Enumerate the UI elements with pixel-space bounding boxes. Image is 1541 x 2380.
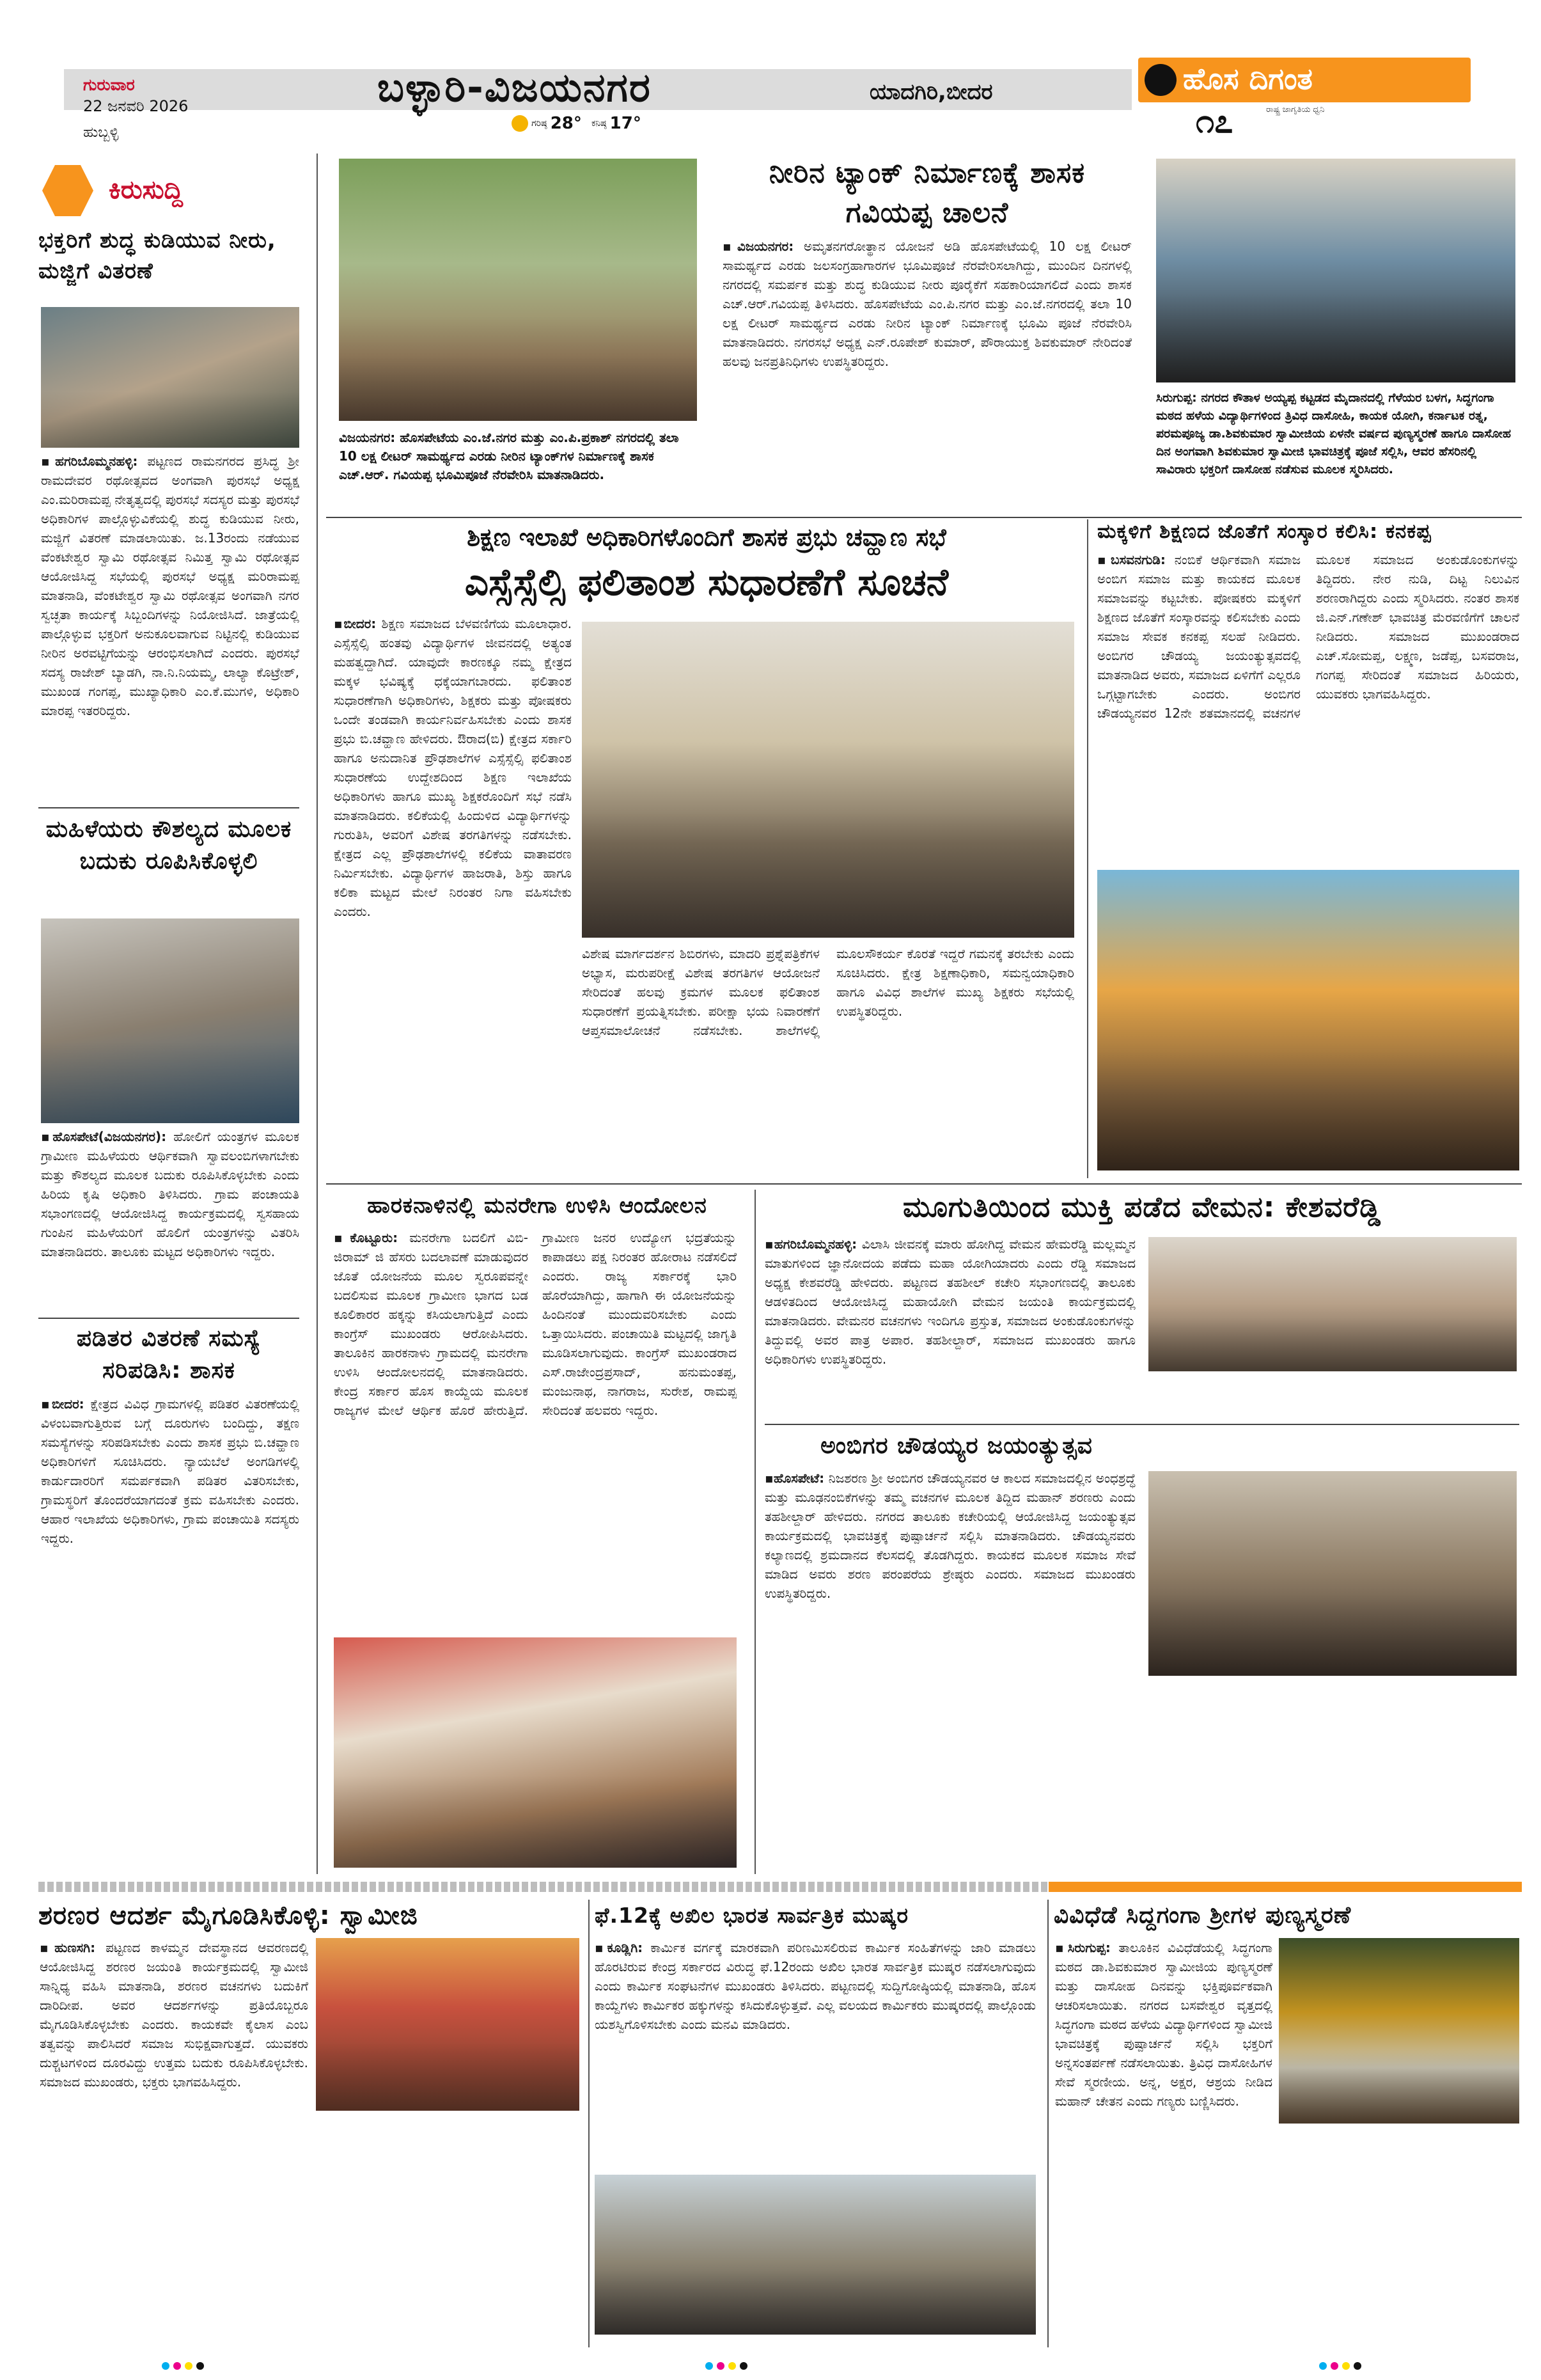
a10-dateline: ▪ಹುಣಸಗಿ: xyxy=(40,1940,96,1955)
a7-text-2: ರಾಜ್ಯ ಸರ್ಕಾರಕ್ಕೆ ಭಾರಿ ಹೊರೆಯಾಗಿದ್ದು, ಹಾಗಾಗಿ ಈ ಯೋಜನೆಯನ್ನು ಹಿಂದಿನಂತೆ ಮುಂದುವರಿಸಬೇಕು ಎಂದು ಒತ್ತಾಯಿಸಿದರು. ಪಂಚಾಯಿತಿ ಮಟ್ಟದಲ್ಲಿ ಜಾಗೃತಿ ಮೂಡಿಸಲಾಗುವುದು. ಕಾಂಗ್ರೆಸ್ ಮುಖಂಡರಾದ ಎಸ್.ರಾಜೇಂದ್ರಪ್ರಸಾದ್, ಹನುಮಂತಪ್ಪ, ಮಂಜುನಾಥ, ನಾಗರಾಜ, ಸುರೇಶ, ರಾಮಪ್ಪ ಸೇರಿದಂತೆ ಹಲವರು ಇದ್ದರು. xyxy=(542,1268,737,1418)
issue-date: 22 ಜನವರಿ 2026 xyxy=(83,97,189,115)
a6-body xyxy=(1097,550,1519,863)
a7-body xyxy=(334,1228,737,1631)
a10-text: ಪಟ್ಟಣದ ಕಾಳಮ್ಮನ ದೇವಸ್ಥಾನದ ಆವರಣದಲ್ಲಿ ಆಯೋಜಿಸಿದ್ದ ಶರಣರ ಜಯಂತಿ ಕಾರ್ಯಕ್ರಮದಲ್ಲಿ ಸ್ವಾಮೀಜಿ ಸಾನ್ನಿಧ್ಯ ವಹಿಸಿ ಮಾತನಾಡಿ, ಶರಣರ ವಚನಗಳು ಬದುಕಿಗೆ ದಾರಿದೀಪ. ಅವರ ಆದರ್ಶಗಳನ್ನು ಪ್ರತಿಯೊಬ್ಬರೂ ಮೈಗೂಡಿಸಿಕೊಳ್ಳಬೇಕು ಎಂದರು. ಕಾಯಕವೇ ಕೈಲಾಸ ಎಂಬ ತತ್ವವನ್ನು ಪಾಲಿಸಿದರೆ ಸಮಾಜ ಸುಭಿಕ್ಷವಾಗುತ್ತದೆ. ಯುವಕರು ದುಶ್ಚಟಗಳಿಂದ ದೂರವಿದ್ದು ಉತ್ತಮ ಬದುಕು ರೂಪಿಸಿಕೊಳ್ಳಬೇಕು. ಸಮಾಜದ ಮುಖಂಡರು, ಭಕ್ತರು ಭಾಗವಹಿಸಿದ್ದರು. xyxy=(40,1940,308,2090)
a10-photo xyxy=(316,1938,579,2111)
a1-body xyxy=(41,452,299,808)
a3-title: ಪಡಿತರ ವಿತರಣೆ ಸಮಸ್ಯೆ ಸರಿಪಡಿಸಿ: ಶಾಸಕ xyxy=(76,1325,262,1383)
min-temp: 17° xyxy=(609,114,641,133)
a8-body-2 xyxy=(1148,1375,1517,1420)
page-number: ೧೭ xyxy=(1196,102,1233,141)
column-rule xyxy=(317,154,318,1874)
date-block xyxy=(83,75,275,146)
a3-body xyxy=(41,1394,299,1868)
paper-logo xyxy=(1138,51,1496,147)
lamp-icon xyxy=(1145,64,1177,96)
weather xyxy=(512,114,703,143)
lead-dateline: ▪ಬೀದರ: xyxy=(334,616,377,631)
a6-text: ನಂಬಿಕೆ ಆರ್ಥಿಕವಾಗಿ ಸಮಾಜ ಅಂಬಿಗ ಸಮಾಜ ಮತ್ತು ಕಾಯಕದ ಮೂಲಕ ಸಮಾಜವನ್ನು ಕಟ್ಟಬೇಕು. ಪೋಷಕರು ಮಕ್ಕಳಿಗೆ ಶಿಕ್ಷಣದ ಜೊತೆಗೆ ಸಂಸ್ಕಾರವನ್ನು ಕಲಿಸಬೇಕು ಎಂದು ಸಮಾಜ ಸೇವಕ ಕನಕಪ್ಪ ಸಲಹೆ ನೀಡಿದರು. ಅಂಬಿಗರ ಚೌಡಯ್ಯ ಜಯಂತ್ಯುತ್ಸವದಲ್ಲಿ ಮಾತನಾಡಿದ ಅವರು, ಸಮಾಜದ ಏಳಿಗೆಗೆ ಎಲ್ಲರೂ ಒಗ್ಗಟ್ಟಾಗಬೇಕು ಎಂದರು. ಅಂಬಿಗರ ಚೌಡಯ್ಯನವರ 12ನೇ ಶತಮಾನದಲ್ಲಿ ವಚನಗಳ ಮೂಲಕ ಸಮಾಜದ ಅಂಕುಡೊಂಕುಗಳನ್ನು ತಿದ್ದಿದರು. ನೇರ ನುಡಿ, ದಿಟ್ಟ ನಿಲುವಿನ ಶರಣರಾಗಿದ್ದರು ಎಂದು ಸ್ಮರಿಸಿದರು. ನಂತರ ಶಾಸಕ ಜಿ.ಎನ್.ಗಣೇಶ್ ಭಾವಚಿತ್ರ ಮೆರವಣಿಗೆಗೆ ಚಾಲನೆ ನೀಡಿದರು. ಸಮಾಜದ ಮುಖಂಡರಾದ ಎಚ್.ಸೋಮಪ್ಪ, ಲಕ್ಷ್ಮಣ, ಜಡೆಪ್ಪ, ಬಸವರಾಜ, ಗಂಗಪ್ಪ ಸೇರಿದಂತೆ ಸಮಾಜದ ಹಿರಿಯರು, ಯುವಕರು ಭಾಗವಹಿಸಿದ್ದರು. xyxy=(1097,552,1519,721)
a8-dateline: ▪ಹಗರಿಬೊಮ್ಮನಹಳ್ಳಿ: xyxy=(765,1236,857,1252)
yellow-dot xyxy=(185,2362,192,2370)
a11-text: ಕಾರ್ಮಿಕ ವರ್ಗಕ್ಕೆ ಮಾರಕವಾಗಿ ಪರಿಣಮಿಸಲಿರುವ ಕಾರ್ಮಿಕ ಸಂಹಿತೆಗಳನ್ನು ಜಾರಿ ಮಾಡಲು ಹೊರಟಿರುವ ಕೇಂದ್ರ ಸರ್ಕಾರದ ವಿರುದ್ಧ ಫೆ.12ರಂದು ಅಖಿಲ ಭಾರತ ಸಾರ್ವತ್ರಿಕ ಮುಷ್ಕರ ನಡೆಸಲಾಗುವುದು ಎಂದು ಕಾರ್ಮಿಕ ಸಂಘಟನೆಗಳ ಮುಖಂಡರು ತಿಳಿಸಿದರು. ಪಟ್ಟಣದಲ್ಲಿ ಸುದ್ದಿಗೋಷ್ಠಿಯಲ್ಲಿ ಮಾತನಾಡಿ, ಹೊಸ ಕಾಯ್ದೆಗಳು ಕಾರ್ಮಿಕರ ಹಕ್ಕುಗಳನ್ನು ಕಸಿದುಕೊಳ್ಳುತ್ತವೆ. ಎಲ್ಲ ವಲಯದ ಕಾರ್ಮಿಕರು ಮುಷ್ಕರದಲ್ಲಿ ಪಾಲ್ಗೊಂಡು ಯಶಸ್ವಿಗೊಳಿಸಬೇಕು ಎಂದು ಮನವಿ ಮಾಡಿದರು. xyxy=(595,1940,1036,2032)
a3-dateline: ▪ಬೀದರ: xyxy=(41,1396,84,1412)
a7-title: ಹಾರಕನಾಳಿನಲ್ಲಿ ಮನರೇಗಾ ಉಳಿಸಿ ಆಂದೋಲನ xyxy=(367,1193,707,1218)
lead-title: ಎಸ್ಸೆಸ್ಸೆಲ್ಸಿ ಫಲಿತಾಂಶ ಸುಧಾರಣೆಗೆ ಸೂಚನೆ xyxy=(464,560,949,604)
a4-dateline: ▪ವಿಜಯನಗರ: xyxy=(723,239,794,254)
a10-title: ಶರಣರ ಆದರ್ಶ ಮೈಗೂಡಿಸಿಕೊಳ್ಳಿ: ಸ್ವಾಮೀಜಿ xyxy=(38,1901,418,1930)
a6-photo xyxy=(1097,870,1519,1170)
a11-title: ಫೆ.12ಕ್ಕೆ ಅಖಿಲ ಭಾರತ ಸಾರ್ವತ್ರಿಕ ಮುಷ್ಕರ xyxy=(595,1903,909,1928)
section-subtitle: ಯಾದಗಿರಿ,ಬೀದರ xyxy=(870,79,993,105)
registration-marks-center xyxy=(703,2360,806,2373)
a11-photo xyxy=(595,2175,1036,2335)
a4-caption: ವಿಜಯನಗರ: ಹೊಸಪೇಟೆಯ ಎಂ.ಜೆ.ನಗರ ಮತ್ತು ಎಂ.ಪಿ.ಪ್ರಕಾಶ್ ನಗರದಲ್ಲಿ ತಲಾ 10 ಲಕ್ಷ ಲೀಟರ್ ಸಾಮರ್ಥ್ಯದ ಎರಡು ನೀರಿನ ಟ್ಯಾಂಕ್‌ಗಳ ನಿರ್ಮಾಣಕ್ಕೆ ಶಾಸಕ ಎಚ್.ಆರ್. ಗವಿಯಪ್ಪ ಭೂಮಿಪೂಜೆ ನೆರವೇರಿಸಿ ಮಾತನಾಡಿದರು. xyxy=(339,430,679,482)
a3-text: ಕ್ಷೇತ್ರದ ವಿವಿಧ ಗ್ರಾಮಗಳಲ್ಲಿ ಪಡಿತರ ವಿತರಣೆಯಲ್ಲಿ ವಿಳಂಬವಾಗುತ್ತಿರುವ ಬಗ್ಗೆ ದೂರುಗಳು ಬಂದಿದ್ದು, ತಕ್ಷಣ ಸಮಸ್ಯೆಗಳನ್ನು ಸರಿಪಡಿಸಬೇಕು ಎಂದು ಶಾಸಕ ಪ್ರಭು ಬಿ.ಚವ್ಹಾಣ ಅಧಿಕಾರಿಗಳಿಗೆ ಸೂಚಿಸಿದರು. ನ್ಯಾಯಬೆಲೆ ಅಂಗಡಿಗಳಲ್ಲಿ ಕಾರ್ಡುದಾರರಿಗೆ ಸಮರ್ಪಕವಾಗಿ ಪಡಿತರ ವಿತರಿಸಬೇಕು, ಗ್ರಾಮಸ್ಥರಿಗೆ ತೊಂದರೆಯಾಗದಂತೆ ಕ್ರಮ ವಹಿಸಬೇಕು ಎಂದರು. ಆಹಾರ ಇಲಾಖೆಯ ಅಧಿಕಾರಿಗಳು, ಗ್ರಾಮ ಪಂಚಾಯಿತಿ ಸದಸ್ಯರು ಇದ್ದರು. xyxy=(41,1396,299,1546)
a6-title: ಮಕ್ಕಳಿಗೆ ಶಿಕ್ಷಣದ ಜೊತೆಗೆ ಸಂಸ್ಕಾರ ಕಲಿಸಿ: ಕನಕಪ್ಪ xyxy=(1097,520,1432,543)
a4-title: ನೀರಿನ ಟ್ಯಾಂಕ್ ನಿರ್ಮಾಣಕ್ಕೆ ಶಾಸಕ ಗವಿಯಪ್ಪ ಚಾಲನೆ xyxy=(769,157,1086,229)
a2-text: ಹೋಲಿಗೆ ಯಂತ್ರಗಳ ಮೂಲಕ ಗ್ರಾಮೀಣ ಮಹಿಳೆಯರು ಆರ್ಥಿಕವಾಗಿ ಸ್ವಾವಲಂಬಿಗಳಾಗಬೇಕು ಮತ್ತು ಕೌಶಲ್ಯದ ಮೂಲಕ ಬದುಕು ರೂಪಿಸಿಕೊಳ್ಳಬೇಕು ಎಂದು ಹಿರಿಯ ಕೃಷಿ ಅಧಿಕಾರಿ ತಿಳಿಸಿದರು. ಗ್ರಾಮ ಪಂಚಾಯತಿ ಸಭಾಂಗಣದಲ್ಲಿ ಆಯೋಜಿಸಿದ್ದ ಕಾರ್ಯಕ್ರಮದಲ್ಲಿ ಸ್ವಸಹಾಯ ಗುಂಪಿನ ಮಹಿಳೆಯರಿಗೆ ಹೊಲಿಗೆ ಯಂತ್ರಗಳನ್ನು ವಿತರಿಸಿ ಮಾತನಾಡಿದರು. ತಾಲೂಕು ಮಟ್ಟದ ಅಧಿಕಾರಿಗಳು ಇದ್ದರು. xyxy=(41,1129,299,1259)
a8-body-1 xyxy=(765,1234,1136,1420)
a8-photo xyxy=(1148,1237,1517,1371)
a12-title: ವಿವಿಧೆಡೆ ಸಿದ್ದಗಂಗಾ ಶ್ರೀಗಳ ಪುಣ್ಯಸ್ಮರಣೆ xyxy=(1054,1902,1352,1928)
lead-text-1: ಶಿಕ್ಷಣ ಸಮಾಜದ ಬೆಳವಣಿಗೆಯ ಮೂಲಾಧಾರ. ಎಸ್ಸೆಸ್ಸೆಲ್ಸಿ ಹಂತವು ವಿದ್ಯಾರ್ಥಿಗಳ ಜೀವನದಲ್ಲಿ ಅತ್ಯಂತ ಮಹತ್ವದ್ದಾಗಿದೆ. ಯಾವುದೇ ಕಾರಣಕ್ಕೂ ನಮ್ಮ ಕ್ಷೇತ್ರದ ಮಕ್ಕಳ ಭವಿಷ್ಯಕ್ಕೆ ಧಕ್ಕೆಯಾಗಬಾರದು. ಫಲಿತಾಂಶ ಸುಧಾರಣೆಗಾಗಿ ಅಧಿಕಾರಿಗಳು, ಶಿಕ್ಷಕರು ಮತ್ತು ಪೋಷಕರು ಒಂದೇ ತಂಡವಾಗಿ ಕಾರ್ಯನಿರ್ವಹಿಸಬೇಕು ಎಂದು ಶಾಸಕ ಪ್ರಭು ಬಿ.ಚವ್ಹಾಣ ಹೇಳಿದರು. ಔರಾದ(ಬಿ) ಕ್ಷೇತ್ರದ ಸರ್ಕಾರಿ ಹಾಗೂ ಅನುದಾನಿತ ಪ್ರೌಢಶಾಲೆಗಳ ಎಸ್ಸೆಸ್ಸೆಲ್ಸಿ ಫಲಿತಾಂಶ ಸುಧಾರಣೆಯ ಉದ್ದೇಶದಿಂದ ಶಿಕ್ಷಣ ಇಲಾಖೆಯ ಅಧಿಕಾರಿಗಳು ಹಾಗೂ ಮುಖ್ಯ ಶಿಕ್ಷಕರೊಂದಿಗೆ ಸಭೆ ನಡೆಸಿ ಮಾತನಾಡಿದರು. ಕಲಿಕೆಯಲ್ಲಿ ಹಿಂದುಳಿದ ವಿದ್ಯಾರ್ಥಿಗಳನ್ನು ಗುರುತಿಸಿ, ಅವರಿಗೆ ವಿಶೇಷ ತರಗತಿಗಳನ್ನು ನಡೆಸಬೇಕು. ಕ್ಷೇತ್ರದ ಎಲ್ಲ ಪ್ರೌಢಶಾಲೆಗಳಲ್ಲಿ ಕಲಿಕೆಯ ವಾತಾವರಣ ನಿರ್ಮಿಸಬೇಕು. ವಿದ್ಯಾರ್ಥಿಗಳ ಹಾಜರಾತಿ, ಶಿಸ್ತು ಹಾಗೂ ಕಲಿಕಾ ಮಟ್ಟದ ಮೇಲೆ ನಿರಂತರ ನಿಗಾ ವಹಿಸಬೇಕು ಎಂದರು. xyxy=(334,616,572,919)
registration-marks-right xyxy=(1317,2360,1407,2373)
a5-photo xyxy=(1156,159,1515,382)
hand-icon xyxy=(42,165,93,216)
lead-text-2: ವಿಶೇಷ ಮಾರ್ಗದರ್ಶನ ಶಿಬಿರಗಳು, ಮಾದರಿ ಪ್ರಶ್ನೆಪತ್ರಿಕೆಗಳ ಅಭ್ಯಾಸ, ಮರುಪರೀಕ್ಷೆ ವಿಶೇಷ ತರಗತಿಗಳ ಆಯೋಜನೆ ಸೇರಿದಂತೆ ಹಲವು ಕ್ರಮಗಳ ಮೂಲಕ ಫಲಿತಾಂಶ ಸುಧಾರಣೆಗೆ ಪ್ರಯತ್ನಿಸಬೇಕು. ಪರೀಕ್ಷಾ ಭಯ ನಿವಾರಣೆಗೆ ಆಪ್ತಸಮಾಲೋಚನೆ ನಡೆಸಬೇಕು. ಶಾಲೆಗಳಲ್ಲಿ ಮೂಲಸೌಕರ್ಯ ಕೊರತೆ ಇದ್ದರೆ ಗಮನಕ್ಕೆ ತರಬೇಕು ಎಂದು ಸೂಚಿಸಿದರು. ಕ್ಷೇತ್ರ ಶಿಕ್ಷಣಾಧಿಕಾರಿ, ಸಮನ್ವಯಾಧಿಕಾರಿ ಹಾಗೂ ವಿವಿಧ ಶಾಲೆಗಳ ಮುಖ್ಯ ಶಿಕ್ಷಕರು ಸಭೆಯಲ್ಲಿ ಉಪಸ್ಥಿತರಿದ್ದರು. xyxy=(582,946,1074,1038)
tagline: ರಾಷ್ಟ್ರ ಜಾಗೃತಿಯ ಧ್ವನಿ xyxy=(1266,105,1325,114)
divider xyxy=(326,1183,1522,1185)
a12-photo xyxy=(1279,1938,1519,2124)
yellow-dot xyxy=(1342,2362,1350,2370)
a12-text: ತಾಲೂಕಿನ ವಿವಿಧೆಡೆಯಲ್ಲಿ ಸಿದ್ಧಗಂಗಾ ಮಠದ ಡಾ.ಶಿವಕುಮಾರ ಸ್ವಾಮೀಜಿಯ ಪುಣ್ಯಸ್ಮರಣೆ ಮತ್ತು ದಾಸೋಹ ದಿನವನ್ನು ಭಕ್ತಿಪೂರ್ವಕವಾಗಿ ಆಚರಿಸಲಾಯಿತು. ನಗರದ ಬಸವೇಶ್ವರ ವೃತ್ತದಲ್ಲಿ ಸಿದ್ಧಗಂಗಾ ಮಠದ ಹಳೆಯ ವಿದ್ಯಾರ್ಥಿಗಳಿಂದ ಸ್ವಾಮೀಜಿ ಭಾವಚಿತ್ರಕ್ಕೆ ಪುಷ್ಪಾರ್ಚನೆ ಸಲ್ಲಿಸಿ ಭಕ್ತರಿಗೆ ಅನ್ನಸಂತರ್ಪಣೆ ನಡೆಸಲಾಯಿತು. ತ್ರಿವಿಧ ದಾಸೋಹಿಗಳ ಸೇವೆ ಸ್ಮರಣೀಯ. ಅನ್ನ, ಅಕ್ಷರ, ಆಶ್ರಯ ನೀಡಿದ ಮಹಾನ್ ಚೇತನ ಎಂದು ಗಣ್ಯರು ಬಣ್ಣಿಸಿದರು. xyxy=(1055,1940,1272,2109)
a10-body xyxy=(40,1938,308,2335)
a5-caption: ಸಿರುಗುಪ್ಪ: ನಗರದ ಕೌತಾಳ ಅಯ್ಯಪ್ಪ ಕಟ್ಟಡದ ಮೈದಾನದಲ್ಲಿ ಗೆಳೆಯರ ಬಳಗ, ಸಿದ್ಧಗಂಗಾ ಮಠದ ಹಳೆಯ ವಿದ್ಯಾರ್ಥಿಗಳಿಂದ ತ್ರಿವಿಧ ದಾಸೋಹಿ, ಕಾಯಕ ಯೋಗಿ, ಕರ್ನಾಟಕ ರತ್ನ, ಪರಮಪೂಜ್ಯ ಡಾ.ಶಿವಕುಮಾರ ಸ್ವಾಮೀಜಿಯ ಏಳನೇ ವರ್ಷದ ಪುಣ್ಯಸ್ಮರಣೆ ಹಾಗೂ ದಾಸೋಹ ದಿನ ಅಂಗವಾಗಿ ಶಿವಕುಮಾರ ಸ್ವಾಮೀಜಿ ಭಾವಚಿತ್ರಕ್ಕೆ ಪೂಜೆ ಸಲ್ಲಿಸಿ, ಆವರ ಹೆಸರಿನಲ್ಲಿ ಸಾವಿರಾರು ಭಕ್ತರಿಗೆ ದಾಸೋಹ ನಡೆಸುವ ಮೂಲಕ ಸ್ಮರಿಸಿದರು. xyxy=(1156,391,1512,477)
a4-text: ಅಮೃತನಗರೋತ್ಥಾನ ಯೋಜನೆ ಅಡಿ ಹೊಸಪೇಟೆಯಲ್ಲಿ 10 ಲಕ್ಷ ಲೀಟರ್ ಸಾಮರ್ಥ್ಯದ ಎರಡು ಜಲಸಂಗ್ರಹಾಗಾರಗಳ ಭೂಮಿಪೂಜೆ ನೆರವೇರಿಸಲಾಗಿದ್ದು, ಮುಂದಿನ ದಿನಗಳಲ್ಲಿ ನಗರದಲ್ಲಿ ಸಮರ್ಪಕ ಮತ್ತು ಶುದ್ಧ ಕುಡಿಯುವ ನೀರು ಪೂರೈಕೆಗೆ ಸಹಕಾರಿಯಾಗಲಿದೆ ಎಂದು ಶಾಸಕ ಎಚ್.ಆರ್.ಗವಿಯಪ್ಪ ತಿಳಿಸಿದರು. ಹೊಸಪೇಟೆಯ ಎಂ.ಪಿ.ನಗರ ಮತ್ತು ಎಂ.ಜೆ.ನಗರದಲ್ಲಿ ತಲಾ 10 ಲಕ್ಷ ಲೀಟರ್ ಸಾಮರ್ಥ್ಯದ ಎರಡು ನೀರಿನ ಟ್ಯಾಂಕ್ ನಿರ್ಮಾಣಕ್ಕೆ ಭೂಮಿ ಪೂಜೆ ನೆರವೇರಿಸಿ ಮಾತನಾಡಿದರು. ನಗರಸಭೆ ಅಧ್ಯಕ್ಷ ಎನ್.ರೂಪೇಶ್ ಕುಮಾರ್, ಪೌರಾಯುಕ್ತ ಶಿವಕುಮಾರ್ ನೇರಿದಂತೆ ಹಲವು ಜನಪ್ರತಿನಿಧಿಗಳು ಉಪಸ್ಥಿತರಿದ್ದರು. xyxy=(723,239,1132,369)
column-rule xyxy=(1047,1900,1049,2347)
a12-body xyxy=(1055,1938,1272,2335)
band-grey-left xyxy=(38,1882,1049,1892)
a9-dateline: ▪ಹೊಸಪೇಟೆ: xyxy=(765,1470,825,1486)
a1-title: ಭಕ್ತರಿಗೆ ಶುದ್ಧ ಕುಡಿಯುವ ನೀರು, ಮಜ್ಜಿಗೆ ವಿತರಣೆ xyxy=(38,228,276,284)
cyan-dot xyxy=(705,2362,713,2370)
a1-text: ಪಟ್ಟಣದ ರಾಮನಗರದ ಪ್ರಸಿದ್ಧ ಶ್ರೀ ರಾಮದೇವರ ರಥೋತ್ಸವದ ಅಂಗವಾಗಿ ಪುರಸಭೆ ಅಧ್ಯಕ್ಷ ಎಂ.ಮರಿರಾಮಪ್ಪ ನೇತೃತ್ವದಲ್ಲಿ ಪುರಸಭೆ ಸದಸ್ಯರ ಮತ್ತು ಪುರಸಭೆ ಅಧಿಕಾರಿಗಳ ಪಾಲ್ಗೊಳ್ಳುವಿಕೆಯಲ್ಲಿ ಶುದ್ಧ ಕುಡಿಯುವ ನೀರು, ಮಜ್ಜಿಗೆ ವಿತರಣೆ ಮಾಡಲಾಯಿತು. ಜ.13ರಂದು ನಡೆಯುವ ವೆಂಕಟೇಶ್ವರ ಸ್ವಾಮಿ ರಥೋತ್ಸವ ನಿಮಿತ್ತ ಸ್ವಾಮಿ ರಥೋತ್ಸವ ಆಯೋಜಿಸಿದ್ದ ಸಭೆಯಲ್ಲಿ ಪುರಸಭೆ ಅಧ್ಯಕ್ಷ ಮರಿರಾಮಪ್ಪ ಮಾತನಾಡಿ, ವೆಂಕಟೇಶ್ವರ ಸ್ವಾಮಿ ರಥೋತ್ಸವ ಅಂಗವಾಗಿ ನಗರ ಸ್ವಚ್ಛತಾ ಕಾರ್ಯಕ್ಕೆ ಸಿಬ್ಬಂದಿಗಳನ್ನು ನಿಯೋಜಿಸಿದೆ. ಜಾತ್ರೆಯಲ್ಲಿ ಪಾಲ್ಗೊಳ್ಳುವ ಭಕ್ತರಿಗೆ ಅನುಕೂಲವಾಗುವ ನಿಟ್ಟಿನಲ್ಲಿ ಕುಡಿಯುವ ನೀರಿನ ಅರವಟ್ಟಿಗೆಯನ್ನು ಆರಂಭಿಸಲಾಗಿದೆ ಎಂದರು. ಪುರಸಭೆ ಸದಸ್ಯ ರಾಜೇಶ್ ಬ್ಯಾಡಗಿ, ನಾ.ನಿ.ನಿಯಮ್ಮ, ಲಾಲ್ಯಾ ಕೊಟ್ರೇಶ್, ಮುಖಂಡ ಗಂಗಪ್ಪ, ಮುಖ್ಯಾಧಿಕಾರಿ ಎಂ.ಕೆ.ಮುಗಳಿ, ಅಧಿಕಾರಿ ಮಾರಪ್ಪ ಇತರರಿದ್ದರು. xyxy=(41,453,299,718)
a1-photo xyxy=(41,307,299,448)
a10-body-2 xyxy=(316,2117,579,2335)
sun-cloud-icon xyxy=(512,115,528,132)
column-rule xyxy=(755,1190,756,1874)
weekday: ಗುರುವಾರ xyxy=(83,75,135,94)
a11-dateline: ▪ಕೂಡ್ಲಿಗಿ: xyxy=(595,1940,643,1955)
a4-body xyxy=(723,237,1132,512)
lead-kicker: ಶಿಕ್ಷಣ ಇಲಾಖೆ ಅಧಿಕಾರಿಗಳೊಂದಿಗೆ ಶಾಸಕ ಪ್ರಭು ಚವ್ಹಾಣ ಸಭೆ xyxy=(467,523,946,551)
lead-photo xyxy=(582,622,1074,938)
a2-body xyxy=(41,1127,299,1312)
a9-photo xyxy=(1148,1471,1517,1676)
lead-body-1 xyxy=(334,614,572,1164)
a2-dateline: ▪ಹೊಸಪೇಟೆ(ವಿಜಯನಗರ): xyxy=(41,1129,167,1144)
yellow-dot xyxy=(728,2362,736,2370)
a8-text: ವಿಲಾಸಿ ಜೀವನಕ್ಕೆ ಮಾರು ಹೋಗಿದ್ದ ವೇಮನ ಹೇಮರೆಡ್ಡಿ ಮಲ್ಲಮ್ಮನ ಮಾತುಗಳಿಂದ ಜ್ಞಾನೋದಯ ಪಡೆದು ಮಹಾ ಯೋಗಿಯಾದರು ಎಂದು ರೆಡ್ಡಿ ಸಮಾಜದ ಅಧ್ಯಕ್ಷ ಕೇಶವರೆಡ್ಡಿ ಹೇಳಿದರು. ಪಟ್ಟಣದ ತಹಶೀಲ್ ಕಚೇರಿ ಸಭಾಂಗಣದಲ್ಲಿ ತಾಲೂಕು ಆಡಳಿತದಿಂದ ಆಯೋಜಿಸಿದ್ದ ಮಹಾಯೋಗಿ ವೇಮನ ಜಯಂತಿ ಕಾರ್ಯಕ್ರಮದಲ್ಲಿ ಮಾತನಾಡಿದರು. ವೇಮನರ ವಚನಗಳು ಇಂದಿಗೂ ಪ್ರಸ್ತುತ, ಸಮಾಜದ ಅಂಕುಡೊಂಕುಗಳನ್ನು ತಿದ್ದುವಲ್ಲಿ ಅವರ ಪಾತ್ರ ಅಪಾರ. ತಹಶೀಲ್ದಾರ್, ಸಮಾಜದ ಮುಖಂಡರು ಹಾಗೂ ಅಧಿಕಾರಿಗಳು ಉಪಸ್ಥಿತರಿದ್ದರು. xyxy=(765,1236,1136,1367)
a7-dateline: ▪ಕೊಟ್ಟೂರು: xyxy=(334,1230,398,1245)
kirusuddi-badge xyxy=(38,160,281,224)
kirusuddi-label: ಕಿರುಸುದ್ದಿ xyxy=(109,175,184,205)
a8-title: ಮೂಗುತಿಯಿಂದ ಮುಕ್ತಿ ಪಡೆದ ವೇಮನ: ಕೇಶವರೆಡ್ಡಿ xyxy=(903,1191,1381,1224)
black-dot xyxy=(740,2362,747,2370)
magenta-dot xyxy=(1331,2362,1338,2370)
a11-body xyxy=(595,1938,1036,2168)
divider xyxy=(38,1318,299,1319)
divider xyxy=(38,807,299,808)
a12-dateline: ▪ಸಿರುಗುಪ್ಪ: xyxy=(1055,1940,1111,1955)
a7-text: ಮನರೇಗಾ ಬದಲಿಗೆ ವಿಬಿ-ಜಿರಾಮ್ ಜಿ ಹೆಸರು ಬದಲಾವಣೆ ಮಾಡುವುದರ ಜೊತೆ ಯೋಜನೆಯ ಮೂಲ ಸ್ವರೂಪವನ್ನೇ ಬದಲಿಸುವ ಮೂಲಕ ಗ್ರಾಮೀಣ ಭಾಗದ ಬಡ ಕೂಲಿಕಾರರ ಹಕ್ಕನ್ನು ಕಸಿಯಲಾಗುತ್ತಿದೆ ಎಂದು ಕಾಂಗ್ರೆಸ್ ಮುಖಂಡರು ಆರೋಪಿಸಿದರು. ತಾಲೂಕಿನ ಹಾರಕನಾಳು ಗ್ರಾಮದಲ್ಲಿ ಮನರೇಗಾ ಉಳಿಸಿ ಆಂದೋಲನದಲ್ಲಿ ಮಾತನಾಡಿದರು. ಕೇಂದ್ರ ಸರ್ಕಾರ ಹೊಸ ಕಾಯ್ದೆಯ ಮೂಲಕ ರಾಜ್ಯಗಳ ಮೇಲೆ ಆರ್ಥಿಕ ಹೊರೆ ಹೇರುತ್ತಿದೆ. ಗ್ರಾಮೀಣ ಜನರ ಉದ್ಯೋಗ ಭದ್ರತೆಯನ್ನು ಕಾಪಾಡಲು ಪಕ್ಷ ನಿರಂತರ ಹೋರಾಟ ನಡೆಸಲಿದೆ ಎಂದರು. xyxy=(334,1230,737,1418)
max-temp: 28° xyxy=(550,114,582,133)
black-dot xyxy=(196,2362,204,2370)
masthead xyxy=(0,0,1541,147)
a9-body xyxy=(765,1469,1136,1872)
band-orange-right xyxy=(1049,1882,1522,1892)
min-label: ಕನಿಷ್ಠ xyxy=(591,118,607,129)
a9-title: ಅಂಬಿಗರ ಚೌಡಯ್ಯರ ಜಯಂತ್ಯುತ್ಸವ xyxy=(820,1433,1093,1459)
paper-name: ಹೊಸ ದಿಗಂತ xyxy=(1183,61,1313,96)
cyan-dot xyxy=(1319,2362,1327,2370)
a9-text: ನಿಜಶರಣ ಶ್ರೀ ಅಂಬಿಗರ ಚೌಡಯ್ಯನವರ ಆ ಕಾಲದ ಸಮಾಜದಲ್ಲಿನ ಅಂಧಶ್ರದ್ಧೆ ಮತ್ತು ಮೂಢನಂಬಿಕೆಗಳನ್ನು ತಮ್ಮ ವಚನಗಳ ಮೂಲಕ ತಿದ್ದಿದ ಮಹಾನ್ ಶರಣರು ಎಂದು ತಹಶೀಲ್ದಾರ್ ಹೇಳಿದರು. ನಗರದ ತಾಲೂಕು ಕಚೇರಿಯಲ್ಲಿ ಆಯೋಜಿಸಿದ್ದ ಜಯಂತ್ಯುತ್ಸವ ಕಾರ್ಯಕ್ರಮದಲ್ಲಿ ಭಾವಚಿತ್ರಕ್ಕೆ ಪುಷ್ಪಾರ್ಚನೆ ಸಲ್ಲಿಸಿ ಮಾತನಾಡಿದರು. ಚೌಡಯ್ಯನವರು ಕಲ್ಯಾಣದಲ್ಲಿ ಶ್ರಮದಾನದ ಕೆಲಸದಲ್ಲಿ ತೊಡಗಿದ್ದರು. ಕಾಯಕದ ಮೂಲಕ ಸಮಾಜ ಸೇವೆ ಮಾಡಿದ ಅವರು ಶರಣ ಪರಂಪರೆಯ ಶ್ರೇಷ್ಠರು ಎಂದರು. ಸಮಾಜದ ಮುಖಂಡರು ಉಪಸ್ಥಿತರಿದ್ದರು. xyxy=(765,1470,1136,1601)
a6-dateline: ▪ಬಸವನಗುಡಿ: xyxy=(1097,552,1166,567)
a2-photo xyxy=(41,918,299,1123)
black-dot xyxy=(1354,2362,1361,2370)
magenta-dot xyxy=(717,2362,724,2370)
a12-body-2 xyxy=(1279,2130,1519,2335)
registration-marks-left xyxy=(160,2360,249,2373)
edition-city: ಹುಬ್ಬಳ್ಳಿ xyxy=(83,124,119,141)
max-label: ಗರಿಷ್ಠ xyxy=(531,118,547,129)
cyan-dot xyxy=(162,2362,169,2370)
a7-photo xyxy=(334,1637,737,1868)
a4-photo xyxy=(339,159,697,421)
lead-body-2 xyxy=(582,944,1074,1168)
section-title: ಬಳ್ಳಾರಿ-ವಿಜಯನಗರ xyxy=(377,64,652,111)
magenta-dot xyxy=(173,2362,181,2370)
column-rule xyxy=(1087,519,1088,1178)
a1-dateline: ▪ಹಗರಿಬೊಮ್ಮನಹಳ್ಳಿ: xyxy=(41,453,138,469)
divider xyxy=(765,1424,1519,1425)
a2-title: ಮಹಿಳೆಯರು ಕೌಶಲ್ಯದ ಮೂಲಕ ಬದುಕು ರೂಪಿಸಿಕೊಳ್ಳಲಿ xyxy=(45,816,292,874)
column-rule xyxy=(588,1900,590,2347)
